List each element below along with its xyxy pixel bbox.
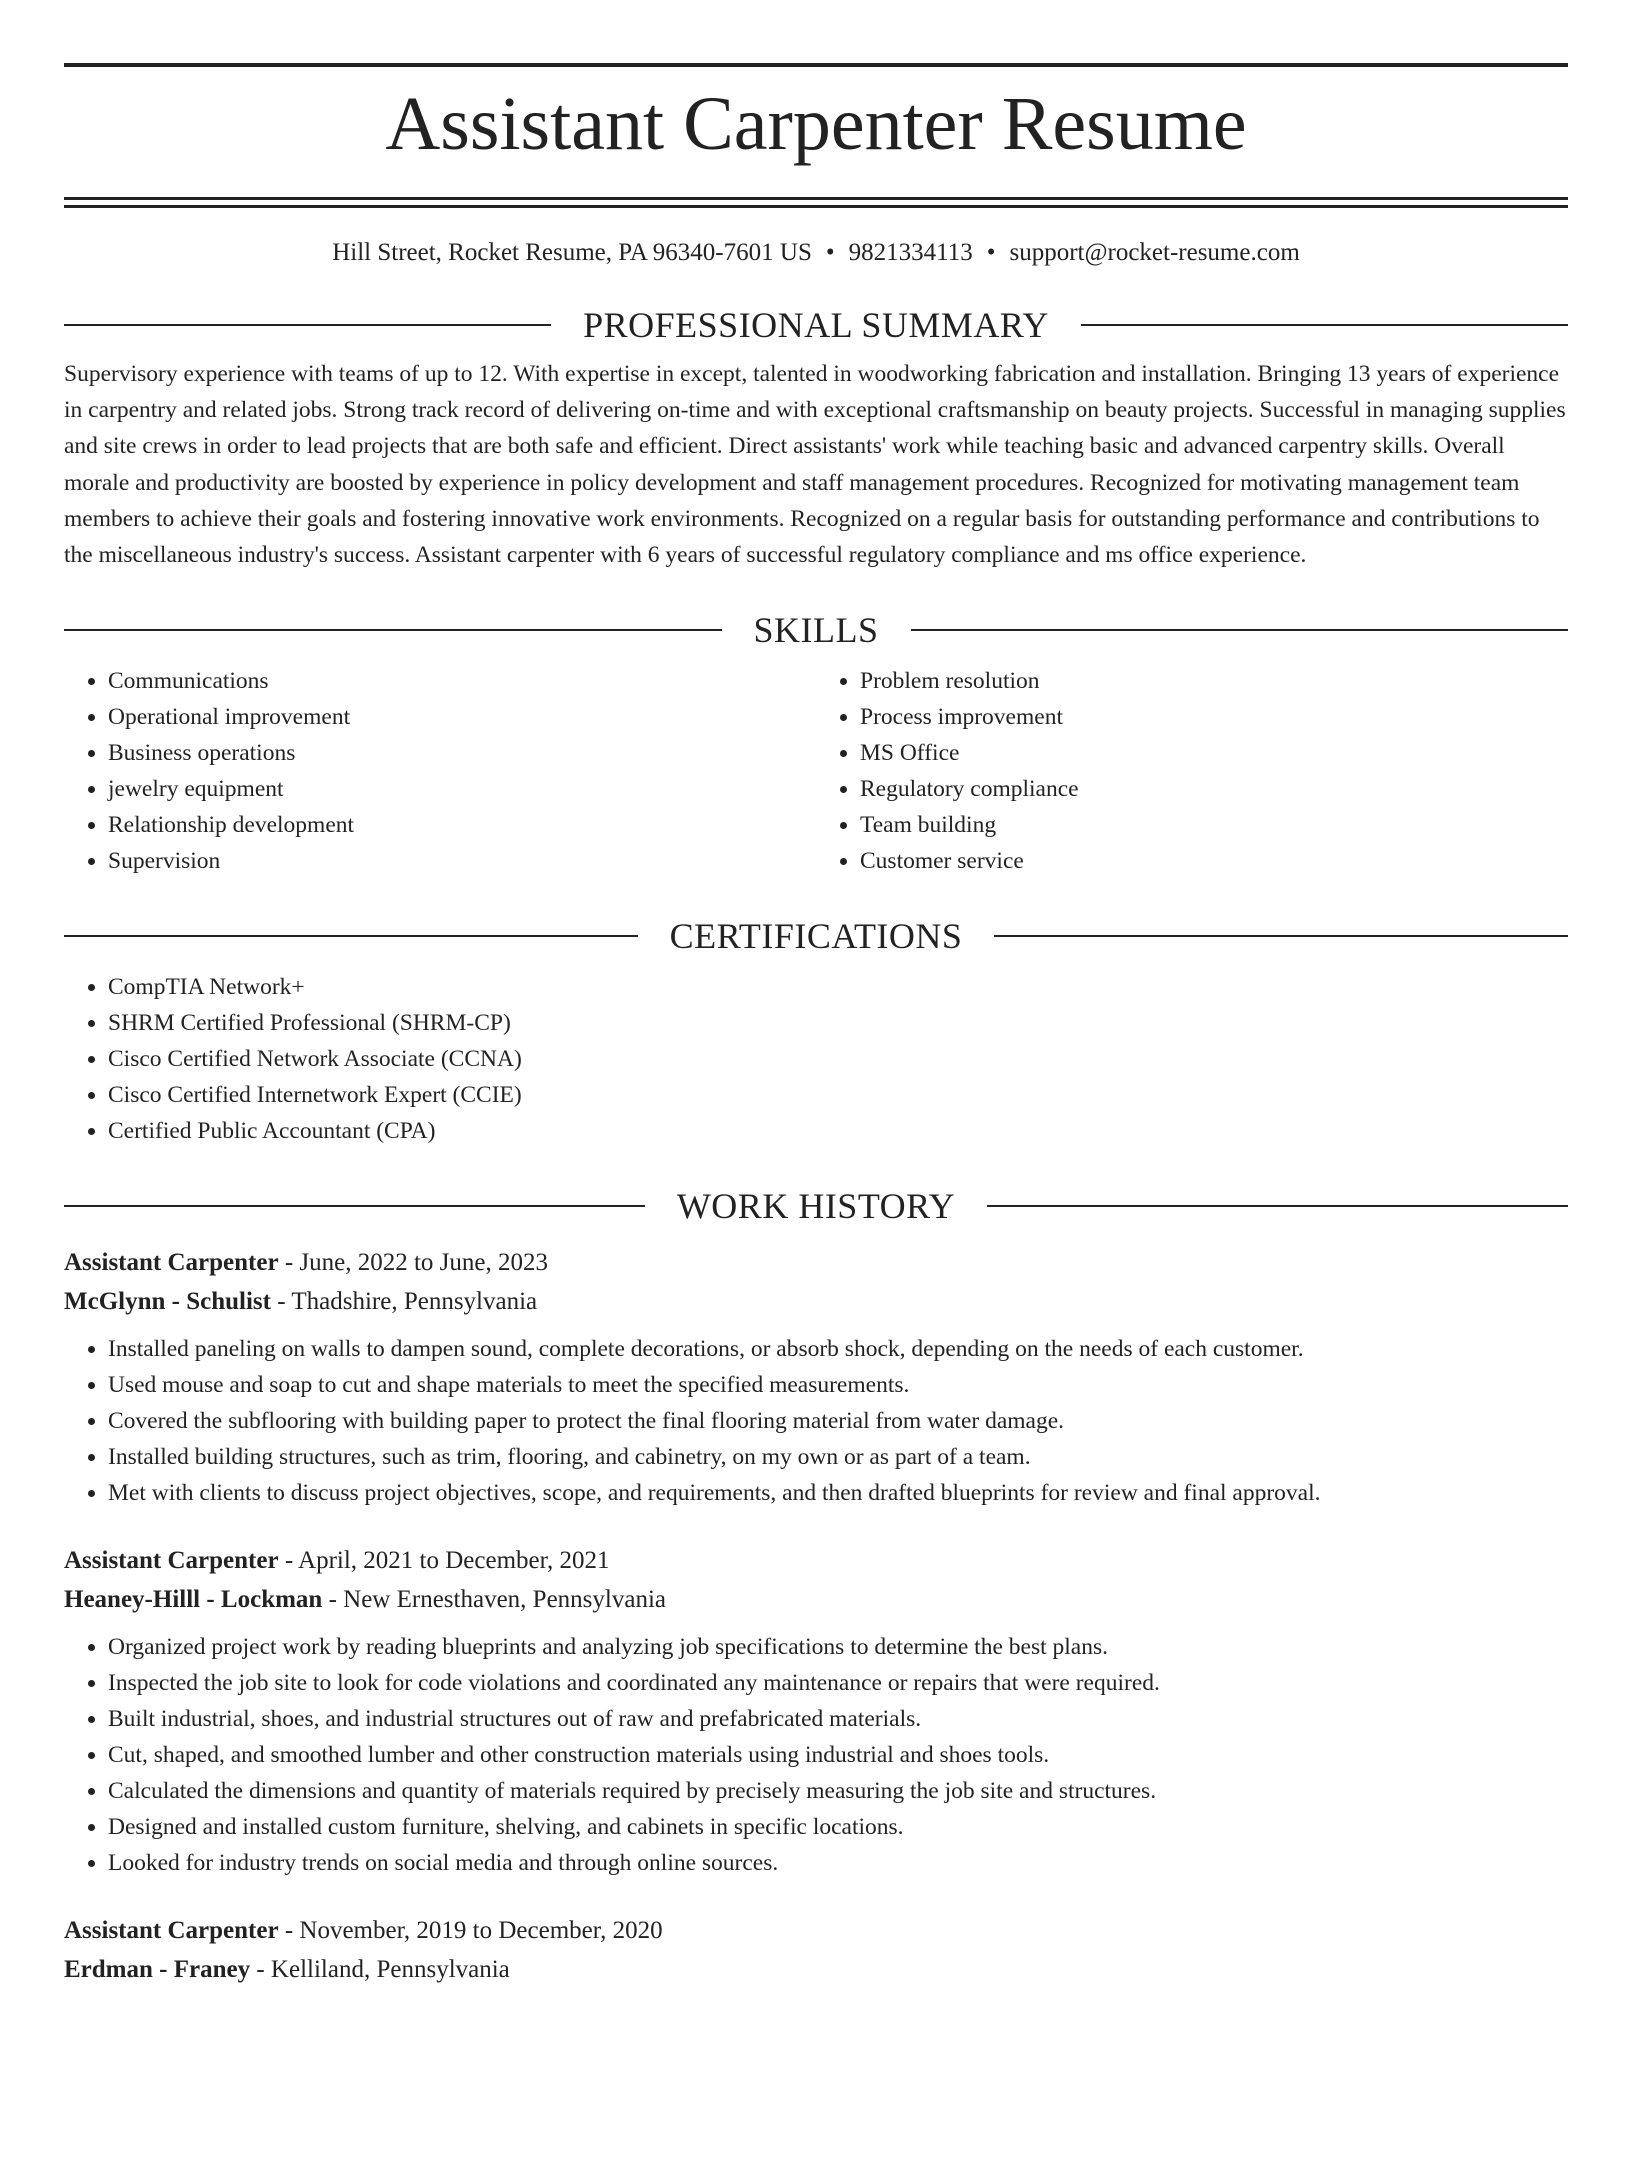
heading-rule-left	[64, 629, 722, 631]
contact-separator: •	[986, 239, 996, 266]
skill-item: • Supervision	[108, 843, 816, 879]
job-bullet: • Covered the subflooring with building paper to protect the final flooring material from water damage.	[108, 1403, 1568, 1439]
top-rule	[64, 63, 1568, 67]
resume-page	[0, 63, 1632, 2175]
job-title: Assistant Carpenter	[64, 1249, 279, 1277]
job-dates: - November, 2019 to December, 2020	[278, 1917, 663, 1945]
job-bullet: • Met with clients to discuss project objectives, scope, and requirements, and then drafted blueprints for review and final approval.	[108, 1475, 1568, 1511]
work-history-heading	[64, 1185, 1568, 1227]
skill-item: • Business operations	[108, 735, 816, 771]
heading-rule-right	[994, 935, 1568, 937]
heading-rule-left	[64, 1205, 645, 1207]
job-bullets	[64, 1331, 1568, 1511]
skills-column-right	[816, 663, 1568, 879]
skill-item: • Customer service	[860, 843, 1568, 879]
job-bullet: • Installed building structures, such as trim, flooring, and cabinetry, on my own or as part of a team.	[108, 1439, 1568, 1475]
job-bullets	[64, 1629, 1568, 1881]
work-history-heading-text: WORK HISTORY	[676, 1186, 956, 1227]
certifications-heading-text: CERTIFICATIONS	[669, 916, 963, 957]
job-bullet: • Built industrial, shoes, and industrial structures out of raw and prefabricated materials.	[108, 1701, 1568, 1737]
job-bullet: • Looked for industry trends on social media and through online sources.	[108, 1845, 1568, 1881]
skills-list	[64, 663, 1568, 879]
job-title-line	[64, 1243, 1568, 1282]
job-company: Erdman - Franey	[64, 1956, 251, 1984]
job-company-line	[64, 1580, 1568, 1619]
job-title-line	[64, 1541, 1568, 1580]
skills-heading	[64, 609, 1568, 651]
job-bullet: • Inspected the job site to look for code violations and coordinated any maintenance or repairs that were required.	[108, 1665, 1568, 1701]
job-bullet: • Calculated the dimensions and quantity of materials required by precisely measuring the job site and structures.	[108, 1773, 1568, 1809]
job-title-line	[64, 1911, 1568, 1950]
job-dates: - June, 2022 to June, 2023	[278, 1249, 548, 1277]
job-entry	[64, 1911, 1568, 1989]
job-bullet: • Used mouse and soap to cut and shape materials to meet the specified measurements.	[108, 1367, 1568, 1403]
job-bullet: • Organized project work by reading blueprints and analyzing job specifications to determine the best plans.	[108, 1629, 1568, 1665]
job-entry	[64, 1243, 1568, 1511]
skill-item: • Team building	[860, 807, 1568, 843]
skills-column-left	[64, 663, 816, 879]
certification-item: • Certified Public Accountant (CPA)	[108, 1113, 1568, 1149]
skill-item: • Communications	[108, 663, 816, 699]
certifications-heading	[64, 915, 1568, 957]
job-company: McGlynn - Schulist	[64, 1288, 271, 1316]
contact-phone: 9821334113	[848, 239, 973, 266]
job-title: Assistant Carpenter	[64, 1917, 279, 1945]
skill-item: • Process improvement	[860, 699, 1568, 735]
skill-item: • Regulatory compliance	[860, 771, 1568, 807]
contact-line	[64, 238, 1568, 268]
contact-email: support@rocket-resume.com	[1009, 239, 1300, 266]
title-double-rule	[64, 197, 1568, 208]
contact-address: Hill Street, Rocket Resume, PA 96340-7601 US	[332, 239, 812, 266]
certification-item: • SHRM Certified Professional (SHRM-CP)	[108, 1005, 1568, 1041]
heading-rule-left	[64, 324, 551, 326]
heading-rule-right	[911, 629, 1569, 631]
job-company-line	[64, 1282, 1568, 1321]
heading-rule-left	[64, 935, 638, 937]
skill-item: • Operational improvement	[108, 699, 816, 735]
summary-text: Supervisory experience with teams of up to 12. With expertise in except, talented in woodworking fabrication and installation. Bringing 13 years of experience in carpentry and related jobs. Strong track record of delivering on-time and with exceptional craftsmanship on beauty projects. Successful in managing supplies and site crews in order to lead projects that are both safe and efficient. Direct assistants' work while teaching basic and advanced carpentry skills. Overall morale and productivity are boosted by experience in policy development and staff management procedures. Recognized for motivating management team members to achieve their goals and fostering innovative work environments. Recognized on a regular basis for outstanding performance and contributions to the miscellaneous industry's success. Assistant carpenter with 6 years of successful regulatory compliance and ms office experience.	[64, 361, 1566, 569]
skill-item: • MS Office	[860, 735, 1568, 771]
certifications-list	[64, 969, 1568, 1149]
summary-heading-text: PROFESSIONAL SUMMARY	[583, 305, 1049, 345]
job-location: - Kelliland, Pennsylvania	[250, 1956, 510, 1984]
job-entry	[64, 1541, 1568, 1881]
job-title: Assistant Carpenter	[64, 1547, 279, 1575]
skill-item: • Relationship development	[108, 807, 816, 843]
skill-item: • jewelry equipment	[108, 771, 816, 807]
summary-heading	[64, 304, 1568, 346]
page-title: Assistant Carpenter Resume	[385, 82, 1247, 166]
job-location: - Thadshire, Pennsylvania	[270, 1288, 538, 1316]
job-company-line	[64, 1950, 1568, 1989]
job-bullet: • Designed and installed custom furniture, shelving, and cabinets in specific locations.	[108, 1809, 1568, 1845]
certification-item: • Cisco Certified Network Associate (CCNA)	[108, 1041, 1568, 1077]
certification-item: • Cisco Certified Internetwork Expert (CCIE)	[108, 1077, 1568, 1113]
job-company: Heaney-Hilll - Lockman	[64, 1586, 323, 1614]
contact-separator: •	[825, 239, 835, 266]
heading-rule-right	[987, 1205, 1568, 1207]
heading-rule-right	[1081, 324, 1568, 326]
job-location: - New Ernesthaven, Pennsylvania	[322, 1586, 666, 1614]
job-bullet: • Cut, shaped, and smoothed lumber and other construction materials using industrial and shoes tools.	[108, 1737, 1568, 1773]
skills-heading-text: SKILLS	[753, 610, 879, 651]
skill-item: • Problem resolution	[860, 663, 1568, 699]
job-bullet: • Installed paneling on walls to dampen sound, complete decorations, or absorb shock, depending on the needs of each customer.	[108, 1331, 1568, 1367]
job-dates: - April, 2021 to December, 2021	[278, 1547, 610, 1575]
certification-item: • CompTIA Network+	[108, 969, 1568, 1005]
